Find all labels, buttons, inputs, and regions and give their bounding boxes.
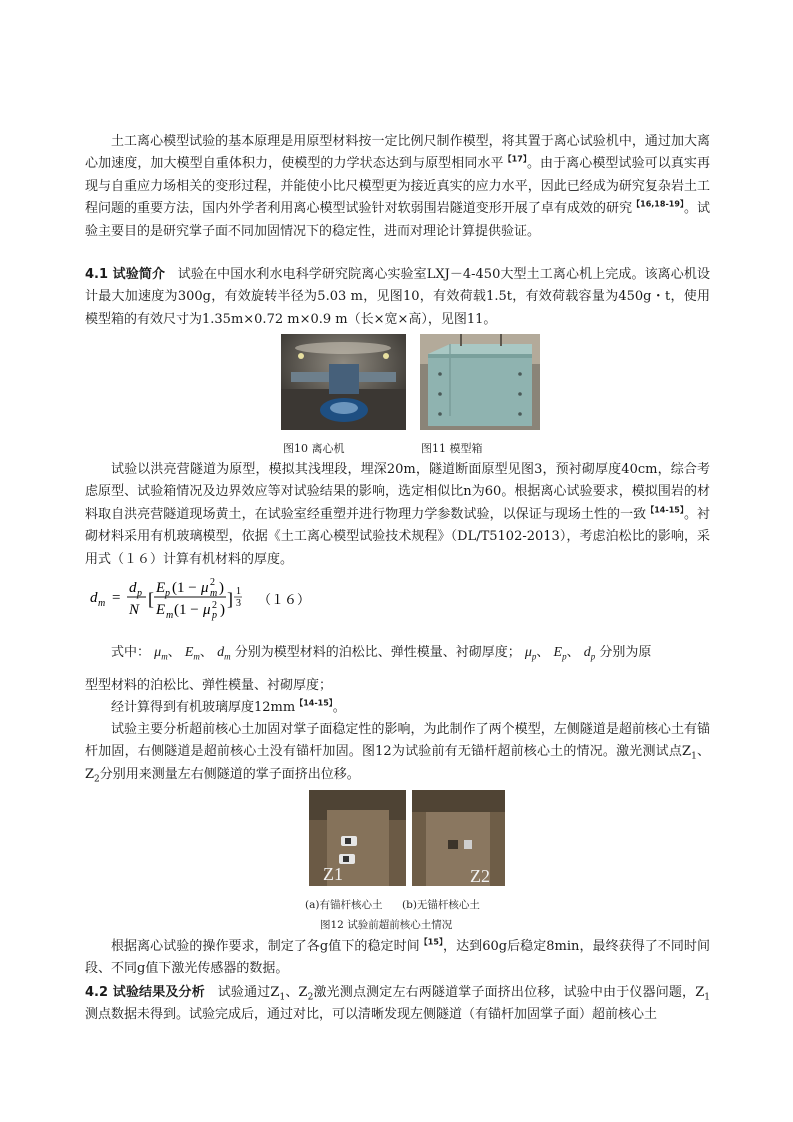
- section-heading: 4.1 试验简介: [85, 267, 166, 282]
- svg-text:(1 −: (1 −: [174, 602, 199, 618]
- svg-text:3: 3: [236, 598, 241, 609]
- svg-text:1: 1: [236, 586, 241, 597]
- svg-text:]: ]: [227, 589, 233, 609]
- citation: 【14-15】: [295, 698, 333, 708]
- model-paragraph: 试验以洪亮营隧道为原型，模拟其浅埋段，埋深20m，隧道断面原型见图3，预衬砌厚度40cm，综合考虑原型、试验箱情况及边界效应等对试验结果的影响，选定相似比n为60。根据离心试验要求，模拟围岩的材料取自洪亮营隧道现场黄土，在试验室经重塑并进行物理力学参数试验，以保证与现场土性的一致$^{【14-15】}$。衬砌材料采用有机玻璃模型，依据《土工离心模型试验技术规程》（DL/T5102-2013），考虑泊松比的影响，采用式（１６）计算有机材料的厚度。: [85, 462, 710, 567]
- centrifuge-photo: [281, 334, 406, 430]
- svg-text:): ): [220, 602, 225, 618]
- section-4-1-paragraph: 4.1 试验简介 试验在中国水利水电科学研究院离心实验室LXJ－4-450大型土工离心机上完成。该离心机设计最大加速度为300g，有效旋转半径为5.03 m，见图10，有效荷载1.5t，有效荷载容量为450g・t，使用模型箱的有效尺寸为1.35m×0.72 m×0.9 m（长×宽×高），见图11。: [85, 267, 710, 327]
- svg-text:2: 2: [212, 600, 217, 611]
- svg-text:2: 2: [210, 577, 215, 588]
- svg-text:m: m: [210, 588, 218, 599]
- citation: 【14-15】: [646, 505, 684, 515]
- section-heading: 4.2 试验结果及分析: [85, 985, 205, 1000]
- stability-time-paragraph: 根据离心试验的操作要求，制定了各g值下的稳定时间$^{【15】}$，达到60g后稳定8min，最终获得了不同时间段、不同g值下激光传感器的数据。: [85, 937, 710, 977]
- svg-text:μ: μ: [201, 580, 209, 596]
- citation: 【15】: [419, 937, 444, 947]
- measure-point-label: Z1: [323, 864, 343, 884]
- model-box-photo: [420, 334, 540, 430]
- equation-16: [90, 572, 390, 624]
- svg-text:N: N: [129, 602, 140, 618]
- symbols-paragraph: 式中： $\mu_m$、 $E_m$、 $d_m$ 分别为模型材料的泊松比、弹性模量、衬砌厚度； $\mu_p$、 $E_p$、 $d_p$ 分别为原: [111, 645, 652, 662]
- analysis-paragraph: 试验主要分析超前核心土加固对掌子面稳定性的影响，为此制作了两个模型，左侧隧道是超前核心土有锚杆加固，右侧隧道是超前核心土没有锚杆加固。图12为试验前有无锚杆超前核心土的情况。激光测试点$Z_1$、$Z_2$分别用来测量左右侧隧道的掌子面挤出位移。: [85, 722, 710, 785]
- citation: 【17】: [503, 155, 527, 165]
- thickness-paragraph: 经计算得到有机玻璃厚度$12mm^{【14-15】}$。: [111, 698, 346, 715]
- svg-text:m: m: [98, 598, 106, 609]
- svg-text:p: p: [212, 610, 217, 621]
- measure-point-label: Z2: [470, 866, 490, 886]
- svg-text:=: =: [112, 590, 121, 606]
- symbols-paragraph-cont: 型型材料的泊松比、弹性模量、衬砌厚度；: [85, 678, 333, 693]
- section-4-2-paragraph: 4.2 试验结果及分析 试验通过$Z_1$、$Z_2$激光测点测定左右两隧道掌子面挤出位移，试验中由于仪器问题，$Z_1$测点数据未得到。试验完成后，通过对比，可以清晰发现左侧隧道（有锚杆加固掌子面）超前核心土: [85, 985, 710, 1023]
- svg-text:μ: μ: [203, 602, 211, 618]
- core-soil-with-bolts-photo: [309, 790, 406, 886]
- formula-lhs: d: [90, 590, 98, 606]
- svg-text:(1 −: (1 −: [172, 580, 197, 596]
- svg-text:E: E: [156, 602, 166, 618]
- figure-caption: 图12 试验前超前核心土情况: [320, 919, 453, 931]
- equation-number: （１６）: [258, 593, 311, 608]
- subfigure-caption: (a)有锚杆核心土: [305, 899, 383, 911]
- figure-caption: 图11 模型箱: [421, 442, 483, 455]
- svg-text:[: [: [148, 589, 154, 609]
- intro-paragraph: 土工离心模型试验的基本原理是用原型材料按一定比例尺制作模型，将其置于离心试验机中，通过加大离心加速度，加大模型自重体积力，使模型的力学状态达到与原型相同水平$^{【17】}$。由于离心模型试验可以真实再现与自重应力场相关的变形过程，并能使小比尺模型更为接近真实的应力水平，因此已经成为研究复杂岩土工程问题的重要方法，国内外学者利用离心模型试验针对软弱围岩隧道变形开展了卓有成效的研究$^{【16,18-19】}$。试验主要目的是研究掌子面不同加固情况下的稳定性，进而对理论计算提供验证。: [85, 134, 710, 239]
- svg-text:m: m: [166, 610, 174, 621]
- svg-text:d: d: [129, 580, 137, 596]
- subfigure-caption: (b)无锚杆核心土: [402, 899, 480, 911]
- svg-text:E: E: [156, 580, 166, 596]
- svg-text:p: p: [137, 588, 142, 599]
- svg-text:): ): [219, 580, 224, 596]
- svg-text:p: p: [165, 588, 170, 599]
- figure-caption: 图10 离心机: [283, 442, 345, 455]
- citation: 【16,18-19】: [632, 199, 684, 209]
- core-soil-without-bolts-photo: [412, 790, 505, 886]
